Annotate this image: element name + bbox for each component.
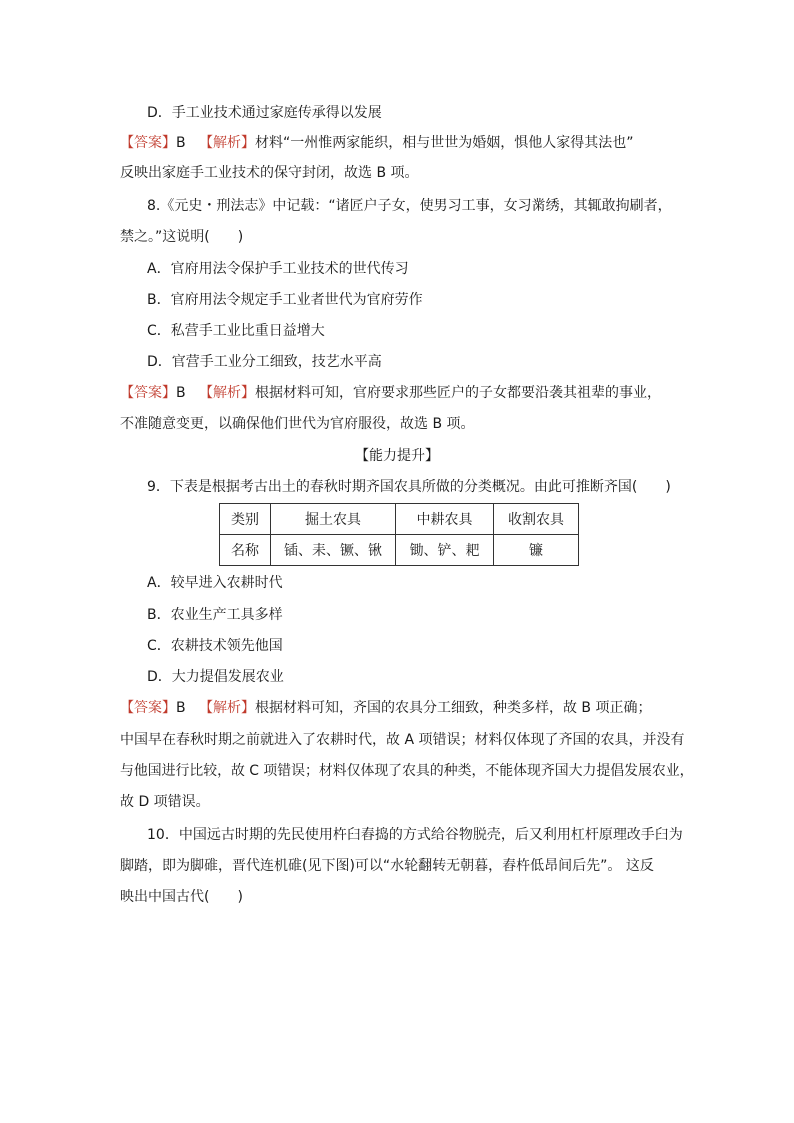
analysis-text: 材料“一州惟两家能织，相与世世为婚姻，惧他人家得其法也” [254, 135, 634, 151]
table-header-cell: 类别 [220, 504, 271, 535]
q8-analysis-line2: 不准随意变更，以确保他们世代为官府服役，故选 B 项。 [120, 416, 475, 432]
analysis-text: 根据材料可知，官府要求那些匠户的子女都要沿袭其祖辈的事业， [254, 385, 661, 401]
table-cell: 锄、铲、耙 [396, 535, 494, 566]
q7-answer-line [120, 133, 633, 153]
q10-stem-line3: 映出中国古代( ) [120, 889, 243, 905]
q9-analysis-line4: 故 D 项错误。 [120, 794, 210, 810]
q8-option-b: B．官府用法令规定手工业者世代为官府劳作 [147, 292, 423, 308]
q9-analysis-line3: 与他国进行比较，故 C 项错误；材料仅体现了农具的种类，不能体现齐国大力提倡发展农业， [120, 763, 694, 779]
q9-stem: 9．下表是根据考古出土的春秋时期齐国农具所做的分类概况。由此可推断齐国( ) [147, 479, 671, 495]
table-cell: 锸、耒、镢、锹 [271, 535, 396, 566]
answer-value: B [176, 700, 186, 716]
q7-analysis-line2: 反映出家庭手工业技术的保守封闭，故选 B 项。 [120, 165, 419, 181]
table-cell: 名称 [220, 535, 271, 566]
q8-option-c: C．私营手工业比重日益增大 [147, 323, 325, 339]
table-header-cell: 中耕农具 [396, 504, 494, 535]
analysis-text: 根据材料可知，齐国的农具分工细致，种类多样，故 B 项正确； [254, 700, 652, 716]
answer-label: 【答案】 [120, 700, 176, 716]
q9-option-c: C．农耕技术领先他国 [147, 638, 283, 654]
q9-option-d: D．大力提倡发展农业 [147, 669, 284, 685]
table-row [220, 535, 579, 566]
answer-label: 【答案】 [120, 135, 176, 151]
q9-answer-line [120, 698, 651, 718]
q8-option-d: D．官营手工业分工细致，技艺水平高 [147, 354, 382, 370]
answer-value: B [176, 135, 186, 151]
q9-option-a: A．较早进入农耕时代 [147, 575, 283, 591]
q10-stem-line2: 脚踏，即为脚碓，晋代连机碓(见下图)可以“水轮翻转无朝暮，舂杵低昂间后先”。 这反 [120, 858, 654, 874]
q9-analysis-line2: 中国早在春秋时期之前就进入了农耕时代，故 A 项错误；材料仅体现了齐国的农具，并没有 [120, 732, 685, 748]
answer-value: B [176, 385, 186, 401]
q8-stem-line1: 8.《元史・刑法志》中记载：“诸匠户子女，使男习工事，女习黹绣，其辄敢拘刷者， [147, 198, 672, 214]
section-title: 【能力提升】 [355, 448, 439, 464]
table-header-row [220, 504, 579, 535]
q8-option-a: A．官府用法令保护手工业技术的世代传习 [147, 261, 409, 277]
q7-option-d: D．手工业技术通过家庭传承得以发展 [147, 105, 382, 121]
analysis-label: 【解析】 [198, 700, 255, 716]
table-cell: 镰 [494, 535, 579, 566]
q9-option-b: B．农业生产工具多样 [147, 607, 283, 623]
q10-stem-line1: 10．中国远古时期的先民使用杵臼舂捣的方式给谷物脱壳，后又利用杠杆原理改手臼为 [147, 827, 683, 843]
answer-label: 【答案】 [120, 385, 176, 401]
analysis-label: 【解析】 [198, 135, 255, 151]
analysis-label: 【解析】 [198, 385, 255, 401]
farm-tools-table [219, 503, 579, 566]
table-header-cell: 收割农具 [494, 504, 579, 535]
table-header-cell: 掘土农具 [271, 504, 396, 535]
q8-stem-line2: 禁之。”这说明( ) [120, 229, 244, 245]
q8-answer-line [120, 383, 661, 403]
